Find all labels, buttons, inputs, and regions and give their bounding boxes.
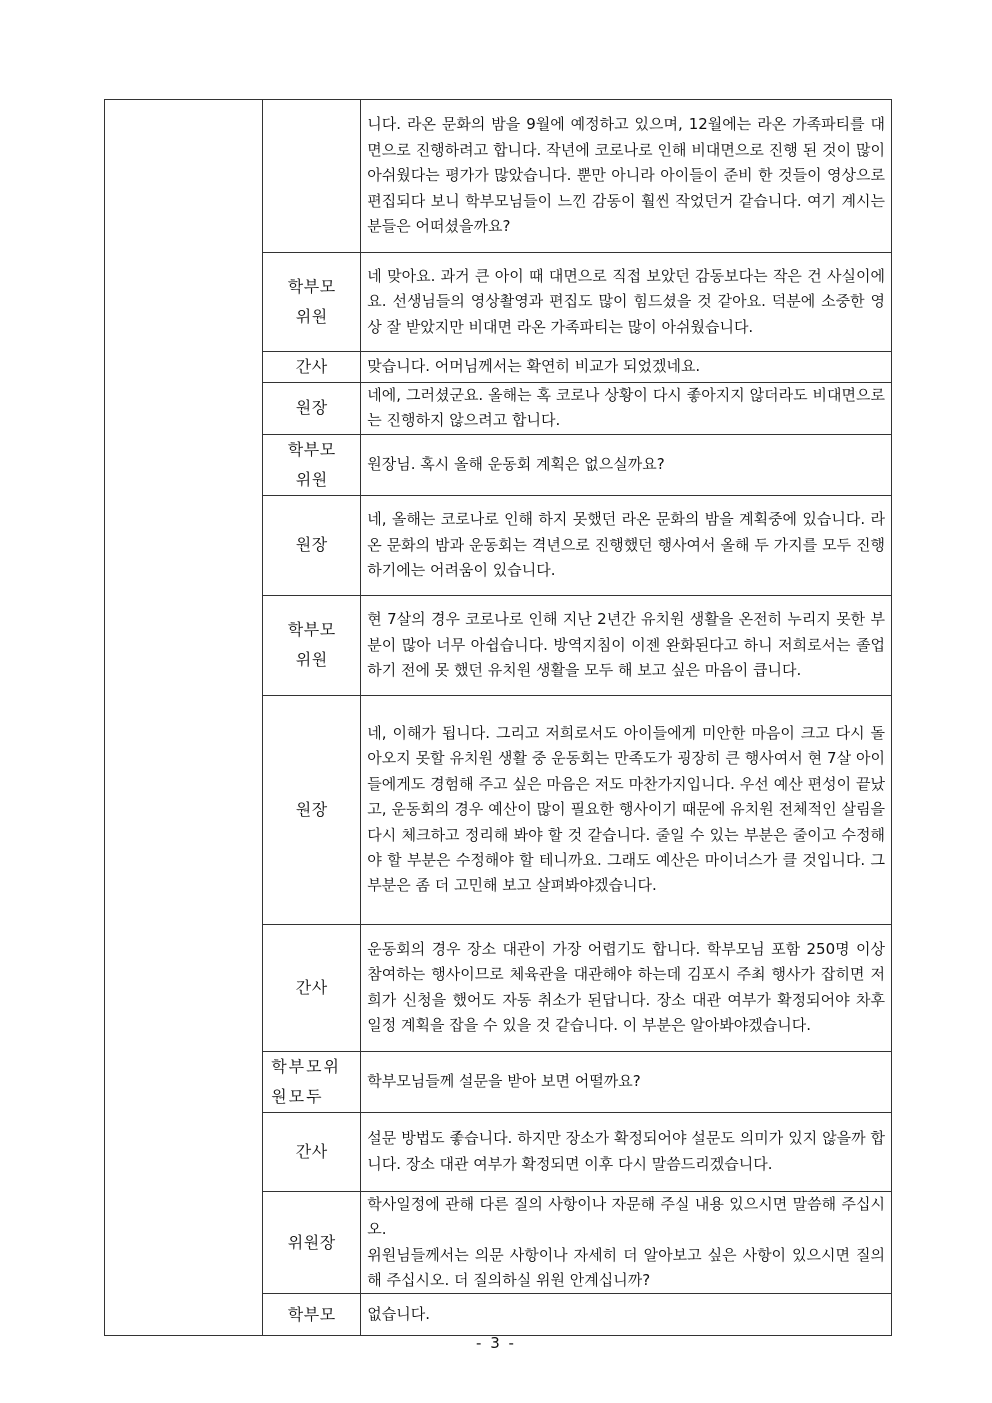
speaker-cell: 학부모 위원 (263, 434, 361, 495)
agenda-column (105, 100, 263, 1336)
statement-cell: 네에, 그러셨군요. 올해는 혹 코로나 상황이 다시 좋아지지 않더라도 비대면으로는 진행하지 않으려고 합니다. (361, 383, 892, 435)
statement-cell: 네, 이해가 됩니다. 그리고 저희로서도 아이들에게 미안한 마음이 크고 다시 돌아오지 못할 유치원 생활 중 운동회는 만족도가 굉장히 큰 행사여서 현 7살 아이들에게도 경험해 주고 싶은 마음은 저도 마찬가지입니다. 우선 예산 편성이 끝났고, 운동회의 경우 예산이 많이 필요한 행사이기 때문에 유치원 전체적인 살림을 다시 체크하고 정리해 봐야 할 것 같습니다. 줄일 수 있는 부분은 줄이고 수정해야 할 부분은 수정해야 할 테니까요. 그래도 예산은 마이너스가 클 것입니다. 그 부분은 좀 더 고민해 보고 살펴봐야겠습니다. (361, 695, 892, 924)
statement-cell: 네, 올해는 코로나로 인해 하지 못했던 라온 문화의 밤을 계획중에 있습니다. 라온 문화의 밤과 운동회는 격년으로 진행했던 행사여서 올해 두 가지를 모두 진행하기에는 어려움이 있습니다. (361, 495, 892, 595)
minutes-table (104, 99, 892, 1336)
speaker-cell: 간사 (263, 352, 361, 383)
speaker-cell: 간사 (263, 924, 361, 1051)
table-row (105, 100, 892, 253)
speaker-cell: 학부모 위원 (263, 253, 361, 352)
speaker-cell: 학부모위 원모두 (263, 1051, 361, 1112)
speaker-cell: 간사 (263, 1112, 361, 1191)
speaker-cell: 학부모 (263, 1294, 361, 1336)
statement-cell: 설문 방법도 좋습니다. 하지만 장소가 확정되어야 설문도 의미가 있지 않을까 합니다. 장소 대관 여부가 확정되면 이후 다시 말씀드리겠습니다. (361, 1112, 892, 1191)
statement-cell: 학부모님들께 설문을 받아 보면 어떨까요? (361, 1051, 892, 1112)
statement-cell: 원장님. 혹시 올해 운동회 계획은 없으실까요? (361, 434, 892, 495)
statement-cell: 맞습니다. 어머님께서는 확연히 비교가 되었겠네요. (361, 352, 892, 383)
speaker-cell: 위원장 (263, 1191, 361, 1294)
speaker-cell (263, 100, 361, 253)
speaker-cell: 원장 (263, 383, 361, 435)
speaker-cell: 원장 (263, 695, 361, 924)
statement-cell: 현 7살의 경우 코로나로 인해 지난 2년간 유치원 생활을 온전히 누리지 못한 부분이 많아 너무 아쉽습니다. 방역지침이 이젠 완화된다고 하니 저희로서는 졸업하기 전에 못 했던 유치원 생활을 모두 해 보고 싶은 마음이 큽니다. (361, 595, 892, 695)
statement-cell: 학사일정에 관해 다른 질의 사항이나 자문해 주실 내용 있으시면 말씀해 주십시오. 위원님들께서는 의문 사항이나 자세히 더 알아보고 싶은 사항이 있으시면 질의해 주십시오. 더 질의하실 위원 안계십니까? (361, 1191, 892, 1294)
page-number: - 3 - (476, 1334, 516, 1352)
statement-cell: 네 맞아요. 과거 큰 아이 때 대면으로 직접 보았던 감동보다는 작은 건 사실이에요. 선생님들의 영상촬영과 편집도 많이 힘드셨을 것 같아요. 덕분에 소중한 영상 잘 받았지만 비대면 라온 가족파티는 많이 아쉬웠습니다. (361, 253, 892, 352)
speaker-cell: 원장 (263, 495, 361, 595)
speaker-cell: 학부모 위원 (263, 595, 361, 695)
statement-cell: 니다. 라온 문화의 밤을 9월에 예정하고 있으며, 12월에는 라온 가족파티를 대면으로 진행하려고 합니다. 작년에 코로나로 인해 비대면으로 진행 된 것이 많이 아쉬웠다는 평가가 많았습니다. 뿐만 아니라 아이들이 준비 한 것들이 영상으로 편집되다 보니 학부모님들이 느낀 감동이 훨씬 작었던거 같습니다. 여기 계시는 분들은 어떠셨을까요? (361, 100, 892, 253)
statement-cell: 운동회의 경우 장소 대관이 가장 어렵기도 합니다. 학부모님 포함 250명 이상 참여하는 행사이므로 체육관을 대관해야 하는데 김포시 주최 행사가 잡히면 저희가 신청을 했어도 자동 취소가 된답니다. 장소 대관 여부가 확정되어야 차후 일정 계획을 잡을 수 있을 것 같습니다. 이 부분은 알아봐야겠습니다. (361, 924, 892, 1051)
statement-cell: 없습니다. (361, 1294, 892, 1336)
